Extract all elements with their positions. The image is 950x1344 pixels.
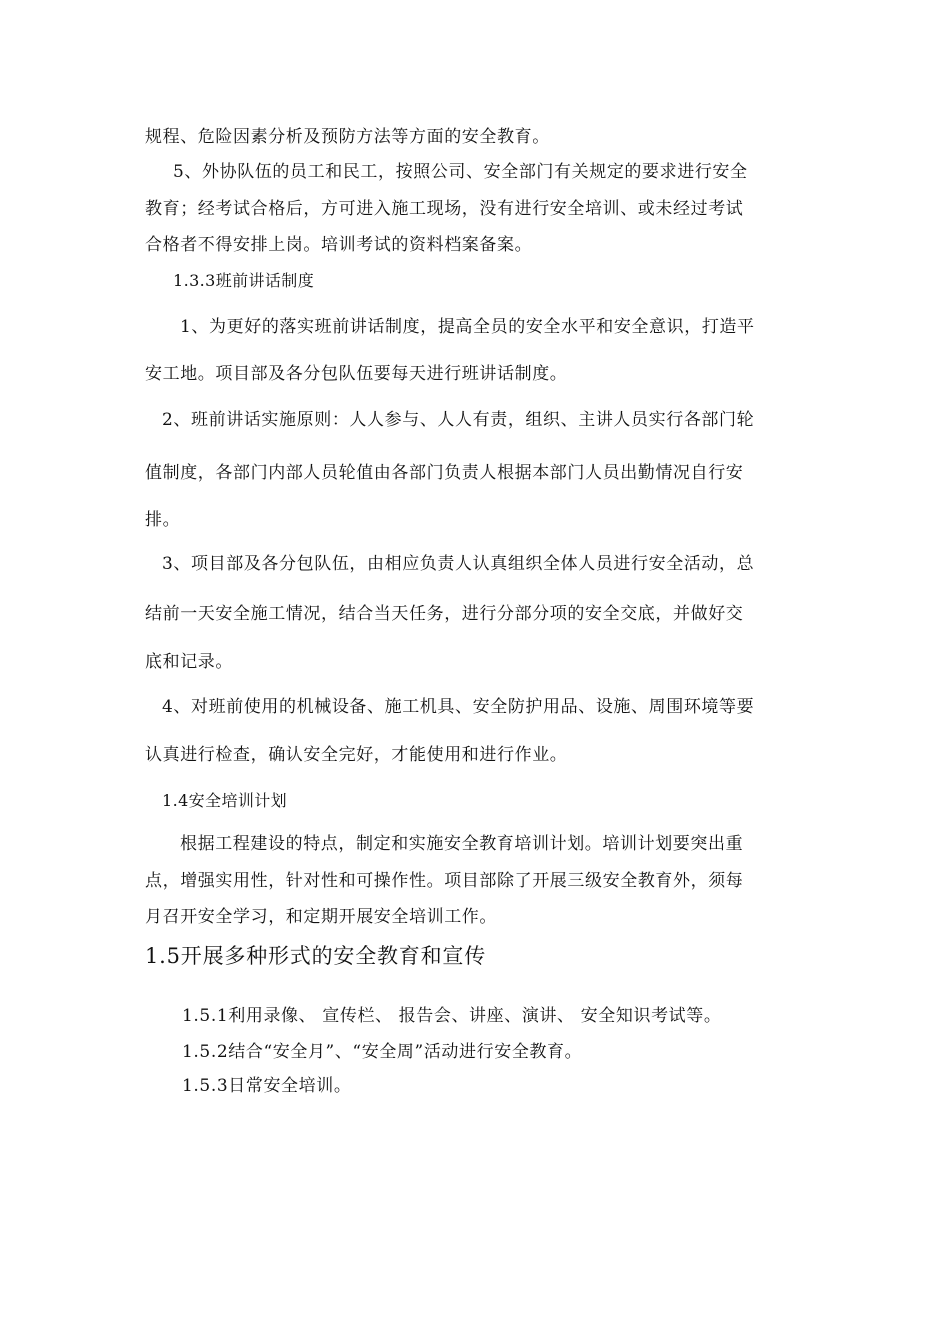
paragraph-line: 规程、危险因素分析及预防方法等方面的安全教育。 <box>145 127 550 147</box>
paragraph-line: 结前一天安全施工情况，结合当天任务，进行分部分项的安全交底，并做好交 <box>145 604 744 624</box>
paragraph-line: 根据工程建设的特点，制定和实施安全教育培训计划。培训计划要突出重 <box>180 834 744 854</box>
paragraph-line: 3、项目部及各分包队伍，由相应负责人认真组织全体人员进行安全活动，总 <box>162 554 755 574</box>
paragraph-line: 底和记录。 <box>145 652 233 672</box>
paragraph-line: 排。 <box>145 510 181 530</box>
list-item: 1.5.3日常安全培训。 <box>182 1076 352 1096</box>
section-heading: 1.5开展多种形式的安全教育和宣传 <box>145 944 486 968</box>
paragraph-line: 1、为更好的落实班前讲话制度，提高全员的安全水平和安全意识，打造平 <box>180 317 755 337</box>
paragraph-line: 合格者不得安排上岗。培训考试的资料档案备案。 <box>145 235 533 255</box>
list-item: 1.5.1利用录像、 宣传栏、 报告会、讲座、演讲、 安全知识考试等。 <box>182 1006 722 1026</box>
paragraph-line: 安工地。项目部及各分包队伍要每天进行班讲话制度。 <box>145 364 568 384</box>
section-heading: 1.4安全培训计划 <box>162 791 288 810</box>
paragraph-line: 月召开安全学习，和定期开展安全培训工作。 <box>145 907 497 927</box>
paragraph-line: 点，增强实用性，针对性和可操作性。项目部除了开展三级安全教育外，须每 <box>145 871 744 891</box>
paragraph-line: 5、外协队伍的员工和民工，按照公司、安全部门有关规定的要求进行安全 <box>173 162 748 182</box>
paragraph-line: 4、对班前使用的机械设备、施工机具、安全防护用品、设施、周围环境等要 <box>162 697 755 717</box>
section-heading: 1.3.3班前讲话制度 <box>173 271 315 290</box>
paragraph-line: 2、班前讲话实施原则：人人参与、人人有责，组织、主讲人员实行各部门轮 <box>162 410 755 430</box>
paragraph-line: 认真进行检查，确认安全完好，才能使用和进行作业。 <box>145 745 568 765</box>
list-item: 1.5.2结合“安全月”、“安全周”活动进行安全教育。 <box>182 1042 583 1062</box>
paragraph-line: 教育；经考试合格后，方可进入施工现场，没有进行安全培训、或未经过考试 <box>145 199 744 219</box>
paragraph-line: 值制度，各部门内部人员轮值由各部门负责人根据本部门人员出勤情况自行安 <box>145 463 744 483</box>
